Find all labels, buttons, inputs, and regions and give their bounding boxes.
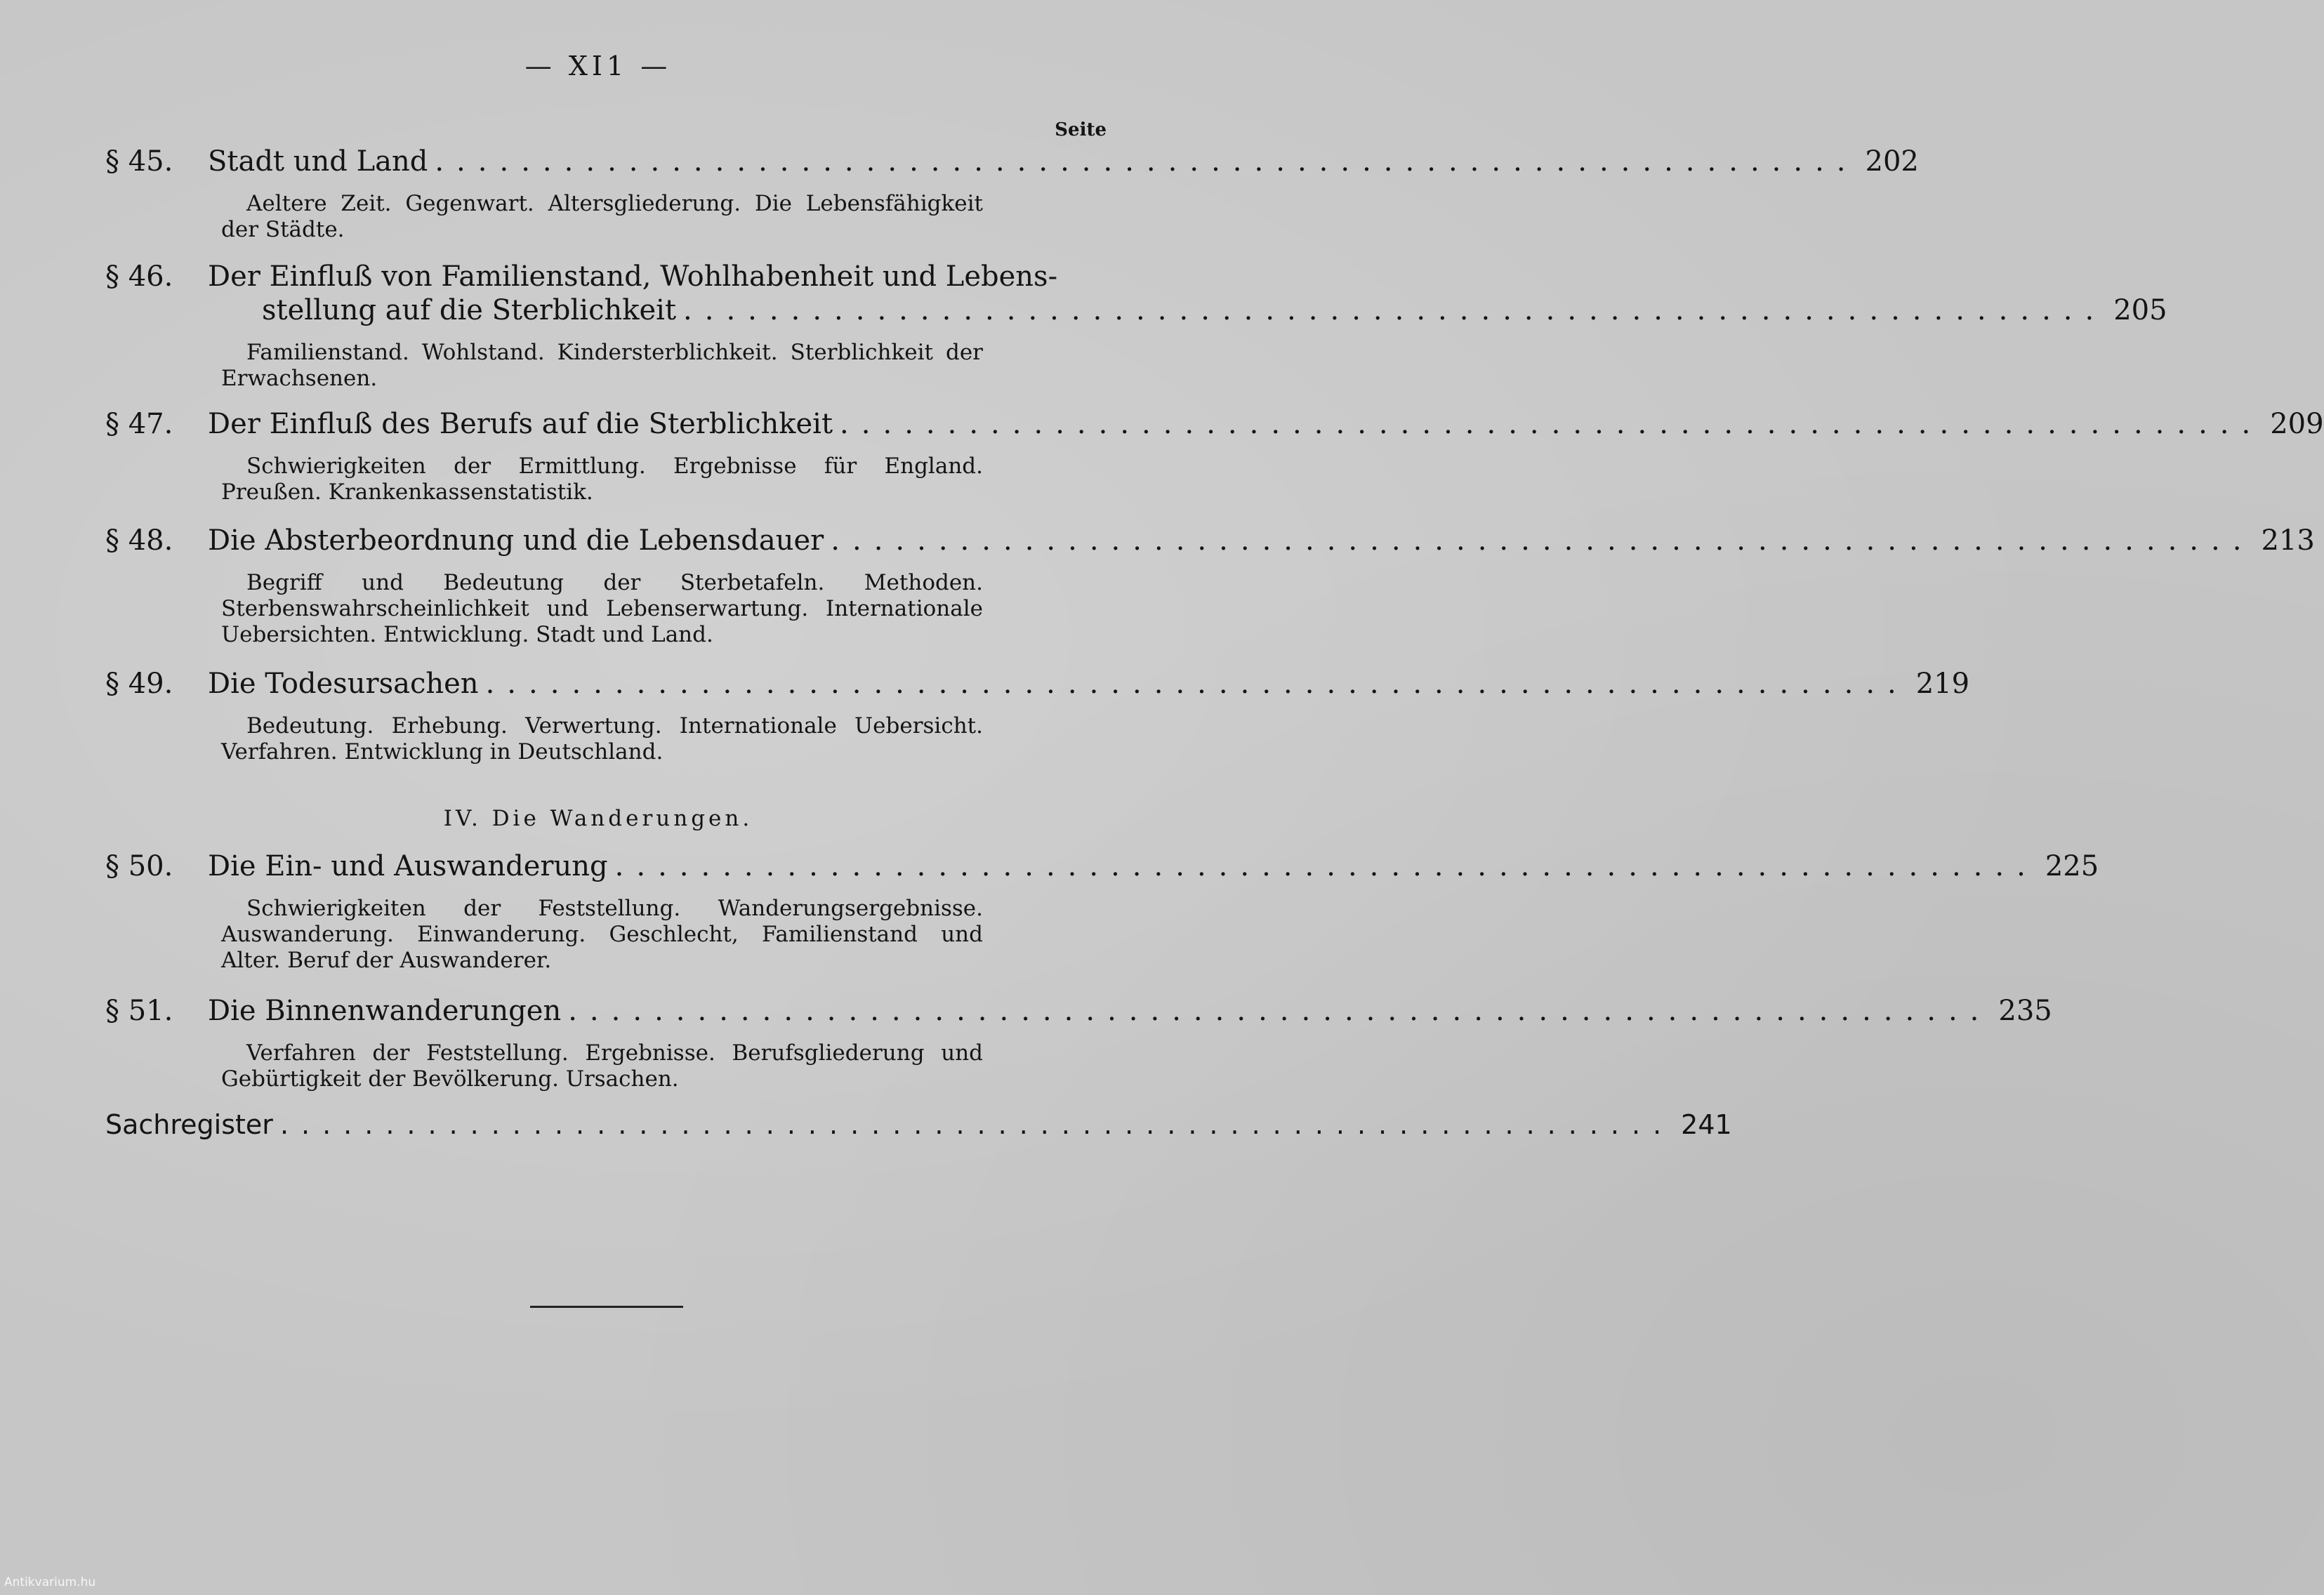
toc-entry-line xyxy=(105,1108,1732,1141)
toc-entry-line xyxy=(105,145,1919,178)
toc-entry xyxy=(105,524,2315,648)
dot-leader: .................................................................. xyxy=(568,995,1992,1027)
page-reference: 205 xyxy=(2113,294,2167,326)
page-reference: 213 xyxy=(2261,524,2315,557)
section-summary: Schwierigkeiten der Ermittlung. Ergebnisse für England. Preußen. Krankenkassenstatistik. xyxy=(221,454,983,505)
section-title: Die Todesursachen xyxy=(208,668,479,700)
section-title: Die Binnenwanderungen xyxy=(208,995,562,1027)
section-number: § 45. xyxy=(105,145,173,178)
section-number: § 49. xyxy=(105,668,173,700)
section-title: Stadt und Land xyxy=(208,145,428,178)
section-summary: Schwierigkeiten der Feststellung. Wanderungsergebnisse. Auswanderung. Einwanderung. Geschlecht, Familienstand und Alter. Beruf der Auswanderer. xyxy=(221,896,983,973)
section-summary: Verfahren der Feststellung. Ergebnisse. Berufsgliederung und Gebürtigkeit der Bevölkerung. Ursachen. xyxy=(221,1040,983,1092)
toc-entry xyxy=(105,994,2052,1092)
index-entry xyxy=(105,1108,1732,1141)
dot-leader: .................................................................. xyxy=(831,524,2254,557)
section-title: Die Absterbeordnung und die Lebensdauer xyxy=(208,524,824,557)
dot-leader: .................................................................. xyxy=(614,850,2038,882)
toc-entry-line xyxy=(105,407,2324,441)
section-number: § 51. xyxy=(105,995,173,1027)
page-column-label: Seite xyxy=(1055,119,1107,140)
dot-leader: .................................................................. xyxy=(840,408,2264,440)
dot-leader: .................................................................. xyxy=(279,1109,1675,1140)
section-number: § 50. xyxy=(105,850,173,882)
toc-entry xyxy=(105,667,1970,765)
toc-entry xyxy=(105,260,2167,392)
toc-entry-line xyxy=(105,994,2052,1028)
part-heading: IV. Die Wanderungen. xyxy=(443,806,753,831)
toc-entry-line xyxy=(105,293,2167,327)
toc-entry-line xyxy=(105,524,2315,557)
section-number: § 46. xyxy=(105,260,173,293)
dot-leader: .................................................................. xyxy=(683,294,2107,326)
section-title-continuation: stellung auf die Sterblichkeit xyxy=(262,294,677,326)
page-reference: 241 xyxy=(1681,1109,1732,1140)
toc-entry xyxy=(105,407,2324,505)
toc-entry-line xyxy=(105,667,1970,701)
section-number: § 47. xyxy=(105,408,173,440)
section-summary: Bedeutung. Erhebung. Verwertung. Internationale Uebersicht. Verfahren. Entwicklung in Deutschland. xyxy=(221,713,983,765)
section-title: Der Einfluß von Familienstand, Wohlhabenheit und Lebens- xyxy=(208,260,1058,293)
page-number-header: — XI1 — xyxy=(524,51,672,81)
section-summary: Aeltere Zeit. Gegenwart. Altersgliederung. Die Lebensfähigkeit der Städte. xyxy=(221,191,983,242)
page-reference: 235 xyxy=(1998,995,2052,1027)
end-rule xyxy=(530,1306,683,1308)
watermark: Antikvarium.hu xyxy=(4,1575,96,1589)
toc-entry xyxy=(105,849,2099,974)
toc-entry-line xyxy=(105,260,1114,293)
index-title: Sachregister xyxy=(105,1109,273,1140)
page-reference: 219 xyxy=(1915,668,1970,700)
page-reference: 225 xyxy=(2045,850,2099,882)
page-reference: 202 xyxy=(1865,145,1919,178)
section-summary: Begriff und Bedeutung der Sterbetafeln. Methoden. Sterbenswahrscheinlichkeit und Lebenserwartung. Internationale Uebersichten. Entwicklung. Stadt und Land. xyxy=(221,570,983,647)
dot-leader: .................................................................. xyxy=(485,668,1909,700)
section-title: Der Einfluß des Berufs auf die Sterblichkeit xyxy=(208,408,833,440)
page-reference: 209 xyxy=(2270,408,2324,440)
dot-leader: .................................................................. xyxy=(435,145,1858,178)
section-title: Die Ein- und Auswanderung xyxy=(208,850,608,882)
section-summary: Familienstand. Wohlstand. Kindersterblichkeit. Sterblichkeit der Erwachsenen. xyxy=(221,340,983,391)
toc-entry xyxy=(105,145,1919,243)
section-number: § 48. xyxy=(105,524,173,557)
toc-entry-line xyxy=(105,849,2099,883)
